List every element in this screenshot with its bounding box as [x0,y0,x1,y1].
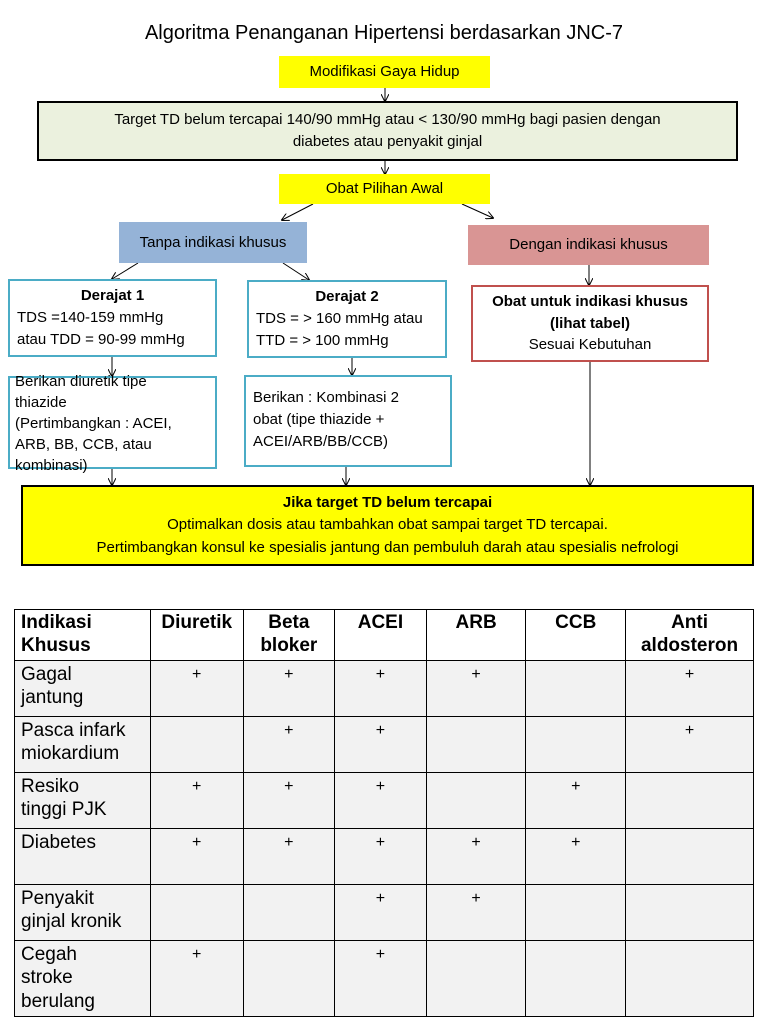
table-cell: + [335,716,427,772]
with-indication-label: Dengan indikasi khusus [509,236,668,254]
table-cell: + [150,772,243,828]
table-cell: + [243,716,335,772]
stage2-title: Derajat 2 [315,288,379,306]
table-cell: + [335,660,427,716]
table-row [15,716,754,772]
table-cell: + [150,940,243,1016]
table-cell [526,716,626,772]
table-cell: + [243,660,335,716]
final-box [21,485,754,566]
initial-drug-box [279,174,490,204]
row-label: Resiko tinggi PJK [15,772,151,828]
table-cell: + [626,660,754,716]
special-line-1: Obat untuk indikasi khusus [492,292,688,310]
lifestyle-box [279,56,490,88]
stage2-therapy-line: obat (tipe thiazide + [253,410,385,428]
table-cell [150,716,243,772]
stage1-therapy-line: thiazide [15,394,67,411]
indication-table [14,609,754,1017]
final-line-1: Optimalkan dosis atau tambahkan obat sampai target TD tercapai. [167,516,608,534]
arrow-without-stage1 [112,263,138,279]
stage1-therapy-text [9,368,219,479]
table-cell [626,828,754,884]
table-cell: + [335,884,427,940]
with-indication-box [468,225,709,265]
table-cell: + [426,884,526,940]
arrow-initial-without [282,204,313,220]
row-label: Diabetes [15,828,151,884]
target-line-2: diabetes atau penyakit ginjal [292,133,483,150]
stage2-therapy-line: Berikan : Kombinasi 2 [253,389,399,406]
header-acei: ACEI [335,610,427,661]
special-indication-box [471,285,709,362]
lifestyle-label: Modifikasi Gaya Hidup [309,63,460,81]
header-beta-bloker: Beta bloker [243,610,335,661]
table-cell [526,660,626,716]
stage2-therapy-box [244,375,452,467]
table-row [15,772,754,828]
stage2-line-1: TDS = > 160 mmHg atau [256,310,423,328]
stage1-therapy-line: kombinasi) [15,457,88,474]
header-ccb: CCB [526,610,626,661]
table-cell [243,884,335,940]
special-line-2: (lihat tabel) [549,314,630,332]
table-cell: + [335,772,427,828]
table-row [15,828,754,884]
table-cell [526,940,626,1016]
header-indikasi-khusus: Indikasi Khusus [15,610,151,661]
table-cell [626,884,754,940]
row-label: Gagal jantung [15,660,151,716]
row-label: Pasca infark miokardium [15,716,151,772]
stage2-line-2: TTD = > 100 mmHg [256,331,389,349]
table-cell [426,716,526,772]
table-row [15,884,754,940]
stage1-therapy-line: ARB, BB, CCB, atau [15,436,152,453]
table-cell: + [426,660,526,716]
table-cell: + [426,828,526,884]
table-cell: + [243,828,335,884]
table-cell [426,772,526,828]
stage1-title: Derajat 1 [80,287,145,305]
row-label: Cegah stroke berulang [15,940,151,1016]
stage2-box [247,280,447,358]
table-cell [426,940,526,1016]
table-cell [626,940,754,1016]
arrow-without-stage2 [283,263,309,280]
final-title: Jika target TD belum tercapai [282,493,493,511]
without-indication-label: Tanpa indikasi khusus [139,233,287,251]
table-cell: + [335,940,427,1016]
special-line-3: Sesuai Kebutuhan [528,336,652,354]
stage1-line-1: TDS =140-159 mmHg [17,309,164,327]
page-title: Algoritma Penanganan Hipertensi berdasarkan JNC-7 [144,22,624,44]
stage1-box [8,279,217,357]
table-cell [243,940,335,1016]
header-diuretik: Diuretik [150,610,243,661]
table-header-row [15,610,754,661]
table-cell: + [150,828,243,884]
table-cell: + [150,660,243,716]
table-cell: + [335,828,427,884]
header-arb: ARB [426,610,526,661]
table-cell [526,884,626,940]
initial-drug-label: Obat Pilihan Awal [325,180,444,198]
stage1-therapy-line: Berikan diuretik tipe [15,373,147,390]
row-label: Penyakit ginjal kronik [15,884,151,940]
table-cell: + [526,828,626,884]
table-cell: + [243,772,335,828]
header-anti-aldosteron: Anti aldosteron [626,610,754,661]
table-row [15,660,754,716]
stage2-therapy-line: ACEI/ARB/BB/CCB) [253,432,389,450]
stage1-line-2: atau TDD = 90-99 mmHg [17,330,185,348]
table-cell: + [526,772,626,828]
table-row [15,940,754,1016]
table-cell [626,772,754,828]
without-indication-box [119,222,307,263]
table-cell: + [626,716,754,772]
arrow-initial-with [462,204,493,218]
final-line-2: Pertimbangkan konsul ke spesialis jantung dan pembuluh darah atau spesialis nefrologi [96,538,679,556]
target-line-1: Target TD belum tercapai 140/90 mmHg atau < 130/90 mmHg bagi pasien dengan [114,111,661,129]
stage1-therapy-line: (Pertimbangkan : ACEI, [15,415,172,432]
target-box [37,101,738,161]
table-cell [150,884,243,940]
